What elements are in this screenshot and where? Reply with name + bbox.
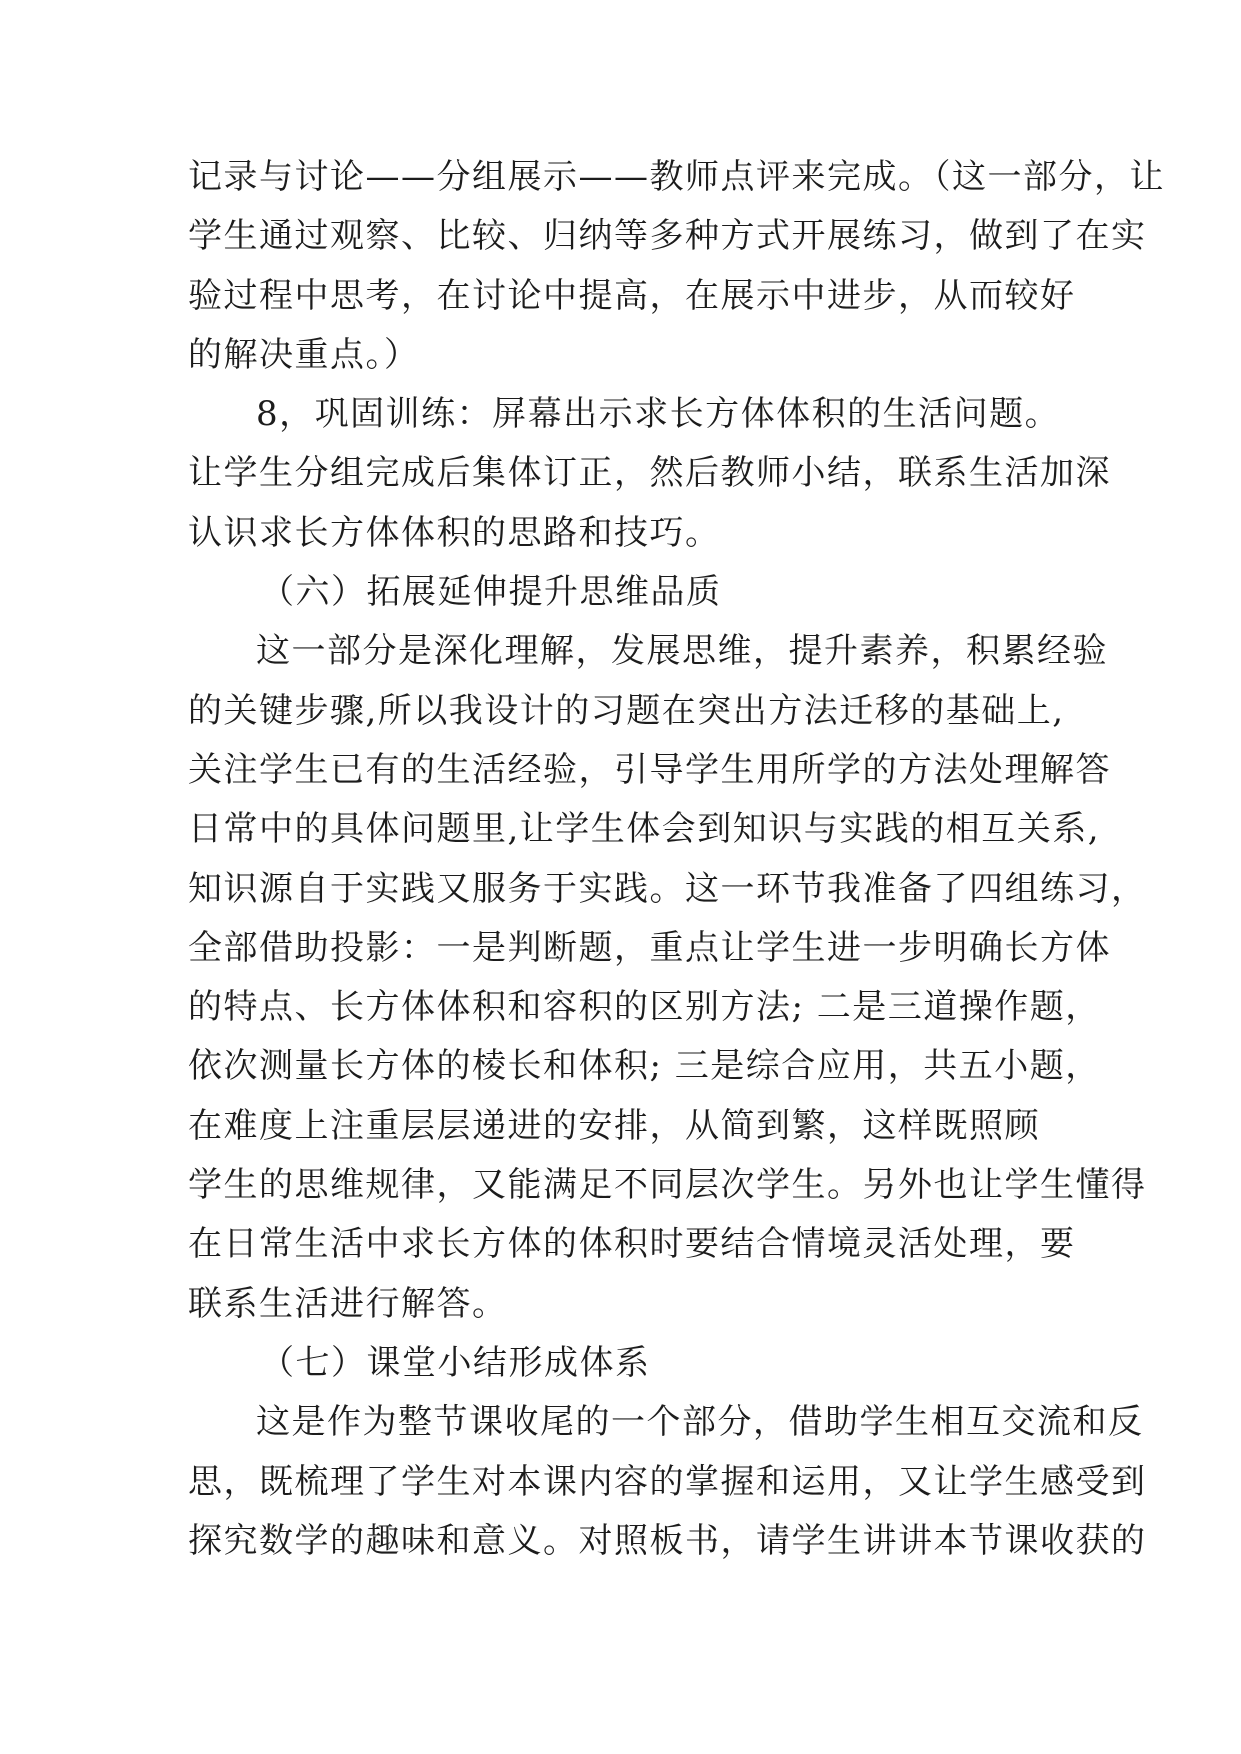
text-line: 联系生活进行解答。 — [188, 1283, 508, 1324]
text-line: 的特点、长方体体积和容积的区别方法; 二是三道操作题， — [188, 987, 1101, 1028]
text-line: 思，既梳理了学生对本课内容的掌握和运用，又让学生感受到 — [188, 1461, 1147, 1502]
text-line: 在难度上注重层层递进的安排，从简到繁，这样既照顾 — [188, 1105, 1040, 1146]
text-line: 学生的思维规律，又能满足不同层次学生。另外也让学生懂得 — [188, 1165, 1147, 1206]
text-line: （六）拓展延伸提升思维品质 — [260, 572, 722, 613]
text-line: 依次测量长方体的棱长和体积; 三是综合应用，共五小题， — [188, 1046, 1101, 1087]
text-line: 探究数学的趣味和意义。对照板书，请学生讲讲本节课收获的 — [188, 1520, 1147, 1561]
text-line: 认识求长方体体积的思路和技巧。 — [188, 512, 721, 553]
text-line: 这一部分是深化理解，发展思维，提升素养，积累经验 — [256, 631, 1108, 672]
text-line: （七）课堂小结形成体系 — [260, 1342, 651, 1383]
text-line: 日常中的具体问题里,让学生体会到知识与实践的相互关系, — [188, 809, 1101, 850]
text-line: 全部借助投影：一是判断题，重点让学生进一步明确长方体 — [188, 927, 1111, 968]
text-line: 验过程中思考，在讨论中提高，在展示中进步，从而较好 — [188, 275, 1076, 316]
text-line: 学生通过观察、比较、归纳等多种方式开展练习，做到了在实 — [188, 216, 1147, 257]
text-line: 知识源自于实践又服务于实践。这一环节我准备了四组练习， — [188, 868, 1147, 909]
text-line: 这是作为整节课收尾的一个部分，借助学生相互交流和反 — [256, 1402, 1144, 1443]
text-line: 记录与讨论——分组展示——教师点评来完成。（这一部分，让 — [188, 157, 1165, 197]
text-line: 的解决重点。） — [188, 334, 420, 375]
text-line: 8，巩固训练：屏幕出示求长方体体积的生活问题。 — [256, 394, 1061, 435]
document-body — [188, 148, 1165, 1571]
text-line: 让学生分组完成后集体订正，然后教师小结，联系生活加深 — [188, 453, 1111, 494]
text-line: 的关键步骤,所以我设计的习题在突出方法迁移的基础上, — [188, 690, 1065, 731]
text-line: 关注学生已有的生活经验，引导学生用所学的方法处理解答 — [188, 749, 1111, 790]
text-line: 在日常生活中求长方体的体积时要结合情境灵活处理，要 — [188, 1224, 1076, 1265]
